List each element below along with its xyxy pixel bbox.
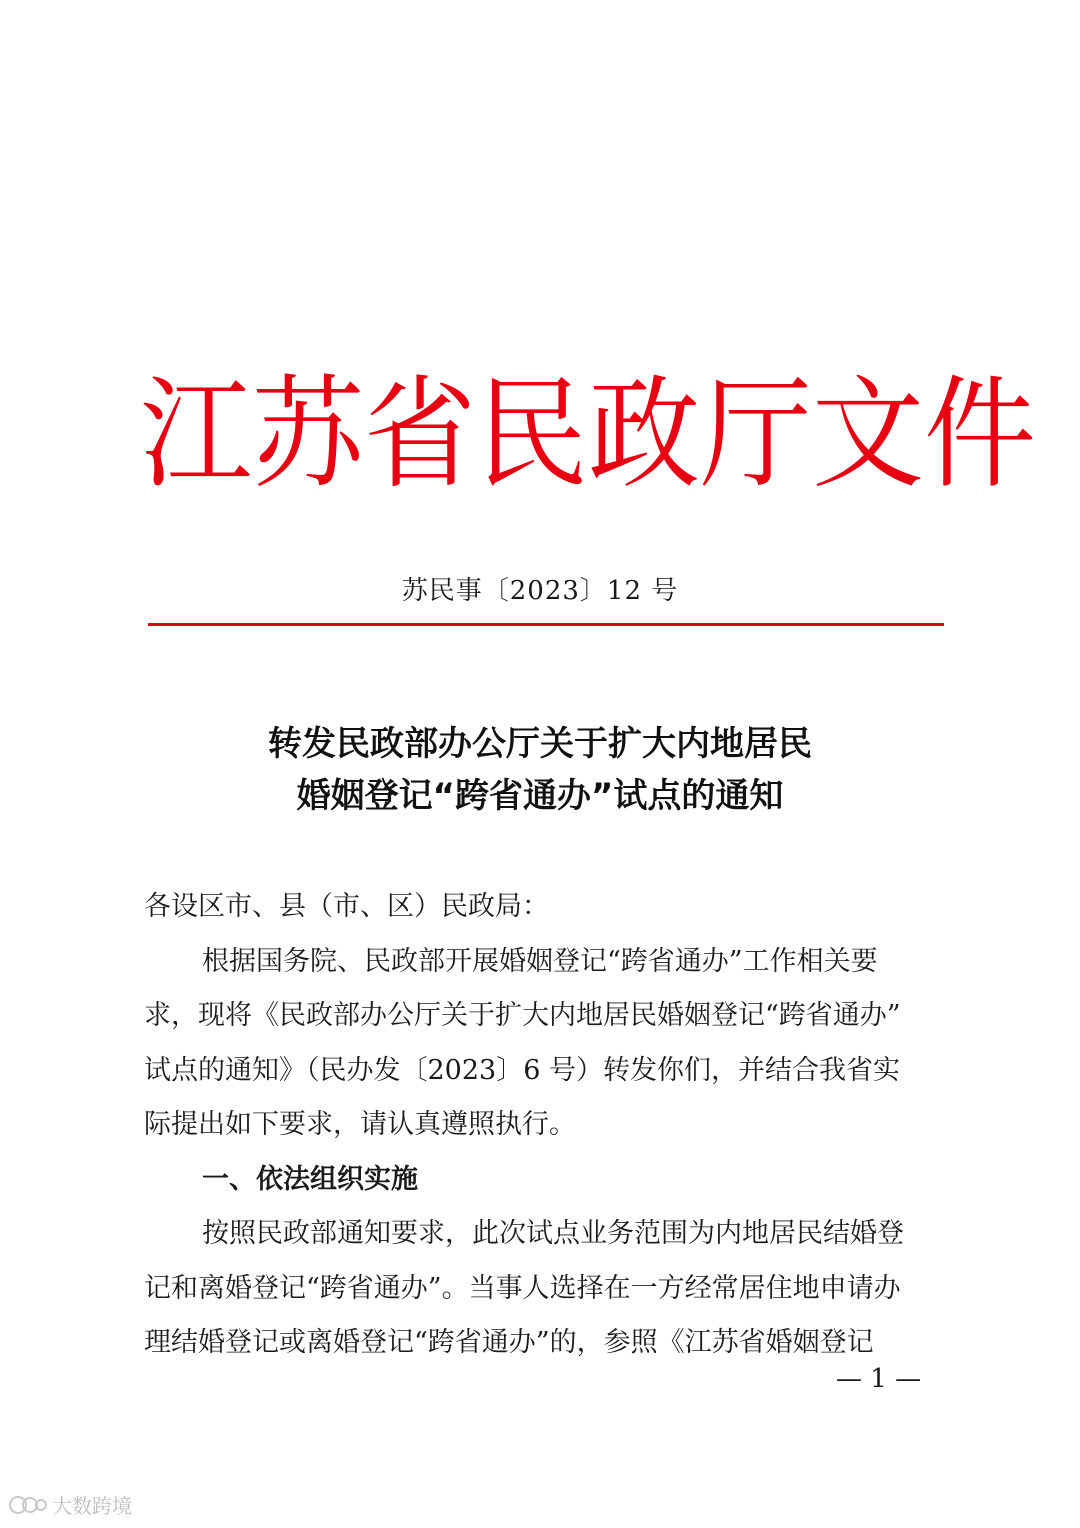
watermark-text: 大数跨境 bbox=[52, 1494, 132, 1518]
masthead-char: 文 bbox=[812, 364, 924, 506]
paragraph-line: 按照民政部通知要求，此次试点业务范围为内地居民结婚登 bbox=[202, 1218, 904, 1249]
watermark bbox=[8, 1490, 132, 1519]
paragraph-line: 记和离婚登记“跨省通办”。当事人选择在一方经常居住地申请办 bbox=[144, 1272, 901, 1304]
paragraph-1 bbox=[144, 935, 950, 1153]
paragraph-line: 求，现将《民政部办公厅关于扩大内地居民婚姻登记“跨省通办” bbox=[144, 1000, 901, 1031]
masthead-title bbox=[140, 359, 1036, 510]
masthead-char: 政 bbox=[588, 364, 700, 506]
section-heading-1: 一、依法组织实施 bbox=[202, 1163, 418, 1195]
masthead-char: 省 bbox=[364, 364, 476, 506]
masthead-char: 江 bbox=[140, 364, 252, 506]
masthead-char: 件 bbox=[924, 364, 1036, 506]
masthead-char: 民 bbox=[476, 364, 588, 506]
brand-logo-icon bbox=[8, 1493, 48, 1517]
document-number: 苏民事〔2023〕12 号 bbox=[401, 576, 679, 606]
masthead-char: 苏 bbox=[252, 364, 364, 506]
title-line-2: 婚姻登记“跨省通办”试点的通知 bbox=[296, 776, 784, 816]
paragraph-2 bbox=[144, 1207, 950, 1371]
title-line-1: 转发民政部办公厅关于扩大内地居民 bbox=[268, 724, 812, 764]
paragraph-line: 试点的通知》（民办发〔2023〕6 号）转发你们，并结合我省实 bbox=[144, 1054, 900, 1086]
paragraph-line: 理结婚登记或离婚登记“跨省通办”的，参照《江苏省婚姻登记 bbox=[144, 1327, 874, 1358]
salutation: 各设区市、县（市、区）民政局： bbox=[144, 891, 549, 922]
red-divider-line bbox=[148, 623, 944, 626]
document-body bbox=[144, 880, 950, 1371]
document-title bbox=[0, 718, 1080, 822]
paragraph-line: 际提出如下要求，请认真遵照执行。 bbox=[144, 1109, 576, 1140]
page-number: — 1 — bbox=[836, 1364, 922, 1394]
paragraph-line: 根据国务院、民政部开展婚姻登记“跨省通办”工作相关要 bbox=[202, 945, 878, 977]
masthead-char: 厅 bbox=[700, 364, 812, 506]
